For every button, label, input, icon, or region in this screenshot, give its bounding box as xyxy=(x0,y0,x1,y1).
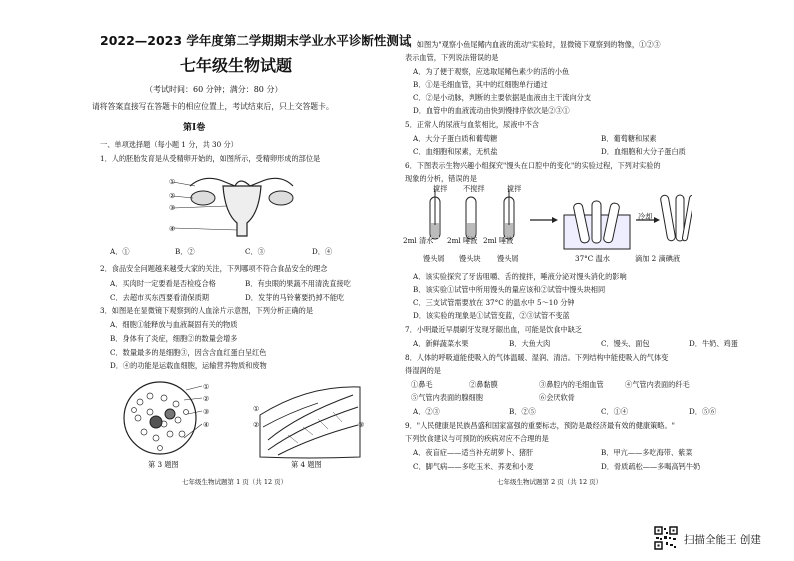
q5-option-c: C．血细胞和尿素，无机盐 xyxy=(413,147,498,156)
q4-option-c: C．②是小动脉，判断的主要依据是血液由主干流向分支 xyxy=(413,93,592,102)
q1-label-3: ③ xyxy=(169,203,176,212)
blood-smear-figure xyxy=(120,378,210,458)
q5-stem: 5．正常人的尿液与血浆相比，尿液中不含 xyxy=(405,120,539,129)
fig3-mark-1: ① xyxy=(203,382,210,391)
q4-option-b: B．①是毛细血管，其中的红细胞单行通过 xyxy=(413,80,548,89)
fig6-water: 2ml 清水 xyxy=(403,236,434,245)
q8-item-2: ②鼻黏膜 xyxy=(469,380,498,389)
q9-option-c: C．脚气病——多吃玉米、荞麦和小麦 xyxy=(413,462,534,471)
q5-option-d: D．血细胞和大分子蛋白质 xyxy=(601,147,686,156)
q8-stem-cont: 得湿润的是 xyxy=(405,366,441,375)
fig4-caption: 第 4 题图 xyxy=(291,460,322,469)
q8-option-d: D．⑤⑥ xyxy=(689,407,717,416)
q9-stem: 9．"人民健康是民族昌盛和国家富强的重要标志，预防是最经济最有效的健康策略。" xyxy=(405,421,675,430)
q2-stem: 2．食品安全问题越来越受大家的关注，下列哪项不符合食品安全的理念 xyxy=(100,264,328,273)
fig4-mark-2: ② xyxy=(253,420,260,429)
q4-option-d: D．血管中的血液流动由快到慢排序依次是②③① xyxy=(413,106,570,115)
q6-stem: 6．下图表示生物兴趣小组探究"馒头在口腔中的变化"的实验过程，下列对实验的 xyxy=(405,161,661,170)
q5-option-b: B．葡萄糖和尿素 xyxy=(601,134,657,143)
fish-tail-figure xyxy=(258,385,363,460)
fig4-mark-3: ③ xyxy=(358,420,365,429)
q2-option-d: D．发芽的马铃薯要扔掉不能吃 xyxy=(245,293,345,302)
q8-item-6: ⑥会厌软骨 xyxy=(539,393,575,402)
q8-item-3: ③鼻腔内的毛细血管 xyxy=(539,380,604,389)
fig6-label-cool: 冷却 xyxy=(638,212,653,221)
fig6-saliva2: 2ml 唾液 xyxy=(483,236,514,245)
q2-option-b: B．有虫眼的果蔬不用清洗直接吃 xyxy=(245,279,351,288)
starch-digestion-experiment xyxy=(402,185,692,265)
q8-item-5: ⑤气管内表面的腺细胞 xyxy=(411,393,483,402)
q3-option-d: D．④的功能是运载血细胞，运输营养物质和废物 xyxy=(110,361,267,370)
uterus-diagram xyxy=(165,168,315,248)
fig6-tube-crumb2: 馒头屑 xyxy=(497,254,519,263)
q8-item-1: ①鼻毛 xyxy=(411,380,433,389)
q3-option-a: A．细胞①能释放与血液凝固有关的物质 xyxy=(110,320,238,329)
q3-option-b: B．身体有了炎症，细胞②的数量会增多 xyxy=(110,334,238,343)
fig6-tube-crumb1: 馒头屑 xyxy=(423,254,445,263)
q2-option-c: C．去超市买东西要看清保质期 xyxy=(110,293,209,302)
q7-option-b: B．大鱼大肉 xyxy=(509,339,551,348)
fig3-mark-2: ② xyxy=(203,394,210,403)
q7-stem: 7．小明最近早晨刷牙发现牙龈出血，可能是饮食中缺乏 xyxy=(405,325,583,334)
q9-option-b: B．甲亢——多吃海带、紫菜 xyxy=(601,448,693,457)
q6-option-a: A．该实验探究了牙齿咀嚼、舌的搅拌，唾液分泌对馒头消化的影响 xyxy=(413,272,627,281)
q8-option-b: B．②⑤ xyxy=(509,407,536,416)
fig3-mark-3: ③ xyxy=(203,407,210,416)
fig4-mark-1: ① xyxy=(253,404,260,413)
q8-stem: 8．人体的呼吸道能使吸入的气体温暖、湿润、清洁。下列结构中能使吸入的气体变 xyxy=(405,353,669,362)
q7-option-d: D．牛奶、鸡蛋 xyxy=(689,339,738,348)
q8-option-a: A．②③ xyxy=(413,407,440,416)
q1-label-2: ② xyxy=(169,191,176,200)
q9-option-d: D．骨质疏松——多喝高钙牛奶 xyxy=(601,462,701,471)
q1-option-d: D．④ xyxy=(312,247,333,256)
subject-title: 七年级生物试题 xyxy=(180,56,293,75)
fig6-label-stir1: 搅拌 xyxy=(433,184,448,193)
q1-option-b: B．② xyxy=(175,247,195,256)
footer-left: 七年级生物试题第 1 页（共 12 页） xyxy=(182,478,288,486)
q6-stem-cont: 现象的分析，错误的是 xyxy=(405,174,477,183)
q4-option-a: A．为了便于观察，应选取尾鳍色素少的活的小鱼 xyxy=(413,67,570,76)
q6-option-c: C．三支试管需要放在 37°C 的温水中 5～10 分钟 xyxy=(413,298,575,307)
q5-option-a: A．大分子蛋白质和葡萄糖 xyxy=(413,134,498,143)
fig6-iodine: 滴加 2 滴碘液 xyxy=(635,254,681,263)
q6-option-d: D．该实验的现象是①试管变蓝，②③试管不变蓝 xyxy=(413,311,570,320)
footer-right: 七年级生物试题第 2 页（共 12 页） xyxy=(497,478,603,486)
q1-option-c: C．③ xyxy=(245,247,265,256)
q8-item-4: ④气管内表面的纤毛 xyxy=(625,380,690,389)
q7-option-a: A．新鲜蔬菜水果 xyxy=(413,339,469,348)
qr-code-icon xyxy=(654,526,678,550)
q3-stem: 3．如图是在显微镜下观察到的人血涂片示意图，下列分析正确的是 xyxy=(100,306,314,315)
section-heading: 一、单项选择题（每小题 1 分，共 30 分） xyxy=(100,140,238,149)
fig3-caption: 第 3 题图 xyxy=(148,460,179,469)
q1-label-1: ① xyxy=(169,177,176,186)
q1-label-4: ④ xyxy=(169,224,176,233)
q2-option-a: A．买肉时一定要看是否检疫合格 xyxy=(110,279,216,288)
q6-option-b: B．该实验①试管中所用馒头的量应该和②试管中馒头块相同 xyxy=(413,285,606,294)
fig6-label-stir2: 搅拌 xyxy=(507,184,522,193)
fig6-warm-water: 37°C 温水 xyxy=(575,254,610,263)
exam-info: （考试时间：60 分钟；满分：80 分） xyxy=(145,85,283,94)
q4-stem-cont: 表示血管，下列说法错误的是 xyxy=(405,53,499,62)
q1-stem: 1．人的胚胎发育是从受精卵开始的，如图所示，受精卵形成的部位是 xyxy=(100,154,321,163)
q3-option-c: C．数量最多的是细胞③，因含含血红蛋白呈红色 xyxy=(110,348,267,357)
exam-title: 2022—2023 学年度第二学期期末学业水平诊断性测试 xyxy=(100,33,412,48)
part-heading: 第Ⅰ卷 xyxy=(183,123,206,133)
fig3-mark-4: ④ xyxy=(203,420,210,429)
q9-stem-cont: 下列饮食建议与可预防的疾病对应不合理的是 xyxy=(405,434,549,443)
page-right xyxy=(397,0,794,561)
fig6-label-nostir: 不搅拌 xyxy=(463,184,485,193)
q4-stem: 4．如图为"观察小鱼尾鳍内血液的流动"实验时，显微镜下观察到的物像，①②③ xyxy=(405,40,661,49)
fig6-tube-block: 馒头块 xyxy=(459,254,481,263)
fig6-saliva1: 2ml 唾液 xyxy=(447,236,478,245)
instruction: 请将答案直接写在答题卡的相应位置上，考试结束后，只上交答题卡。 xyxy=(92,102,334,111)
q1-option-a: A．① xyxy=(110,247,130,256)
q7-option-c: C．馒头、面包 xyxy=(601,339,650,348)
q8-option-c: C．①④ xyxy=(601,407,629,416)
scanner-brand-watermark: 扫描全能王 创建 xyxy=(684,534,761,546)
q9-option-a: A．夜盲症——适当补充胡萝卜、猪肝 xyxy=(413,448,534,457)
